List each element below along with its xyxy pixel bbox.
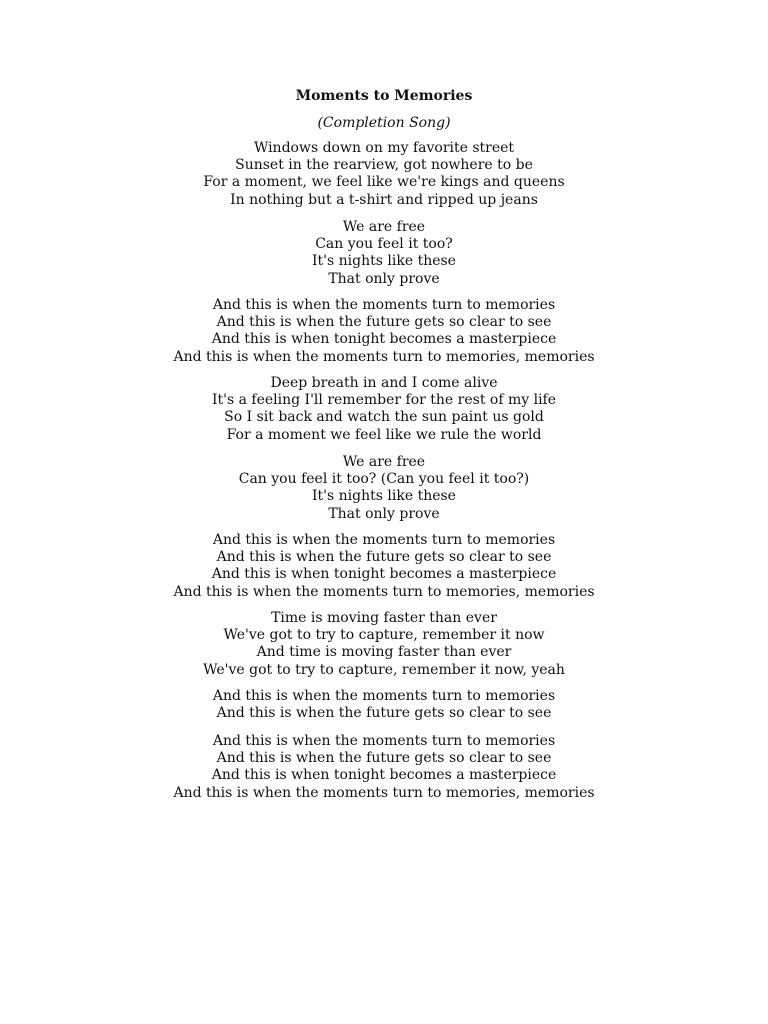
lyric-line: So I sit back and watch the sun paint us gold bbox=[224, 409, 544, 426]
stanza-half-chorus bbox=[0, 688, 768, 722]
lyric-line: And this is when tonight becomes a masterpiece bbox=[211, 767, 557, 784]
song-title: Moments to Memories bbox=[295, 88, 473, 104]
lyric-line: And this is when the moments turn to memories bbox=[212, 688, 556, 704]
lyric-line: And this is when the future gets so clear to see bbox=[216, 549, 552, 566]
lyric-line: Time is moving faster than ever bbox=[271, 610, 497, 626]
lyric-line: We've got to try to capture, remember it now, yeah bbox=[203, 661, 565, 678]
lyric-line: For a moment we feel like we rule the world bbox=[226, 426, 542, 443]
song-subtitle: (Completion Song) bbox=[317, 115, 451, 131]
lyric-line: It's nights like these bbox=[312, 253, 456, 270]
lyric-line: And time is moving faster than ever bbox=[256, 644, 512, 661]
stanza-chorus-2 bbox=[0, 532, 768, 601]
lyric-line: And this is when the moments turn to memories, memories bbox=[173, 784, 595, 801]
lyric-line: Sunset in the rearview, got nowhere to be bbox=[235, 157, 533, 174]
lyric-line: And this is when the moments turn to memories bbox=[212, 733, 556, 749]
lyric-line: Deep breath in and I come alive bbox=[270, 375, 498, 391]
lyric-line: That only prove bbox=[328, 270, 440, 287]
lyric-line: We are free bbox=[342, 454, 426, 470]
lyric-line: We've got to try to capture, remember it now bbox=[223, 627, 545, 644]
lyric-line: And this is when the moments turn to memories, memories bbox=[173, 348, 595, 365]
stanza-verse-1 bbox=[0, 140, 768, 209]
lyric-line: That only prove bbox=[328, 505, 440, 522]
lyric-line: Can you feel it too? bbox=[315, 236, 453, 253]
lyric-line: And this is when the future gets so clear to see bbox=[216, 314, 552, 331]
stanza-bridge bbox=[0, 610, 768, 679]
lyric-line: Windows down on my favorite street bbox=[253, 140, 515, 156]
lyric-line: And this is when tonight becomes a masterpiece bbox=[211, 331, 557, 348]
stanza-prechorus-2 bbox=[0, 454, 768, 523]
lyric-line: And this is when the moments turn to memories bbox=[212, 532, 556, 548]
lyric-line: For a moment, we feel like we're kings and queens bbox=[203, 174, 565, 191]
lyric-line: And this is when the future gets so clear to see bbox=[216, 705, 552, 722]
lyric-line: It's a feeling I'll remember for the rest of my life bbox=[211, 392, 557, 409]
lyric-line: In nothing but a t-shirt and ripped up jeans bbox=[230, 191, 538, 208]
stanza-verse-2 bbox=[0, 375, 768, 444]
stanza-final-chorus bbox=[0, 733, 768, 802]
lyric-line: And this is when the future gets so clear to see bbox=[216, 750, 552, 767]
stanza-prechorus-1 bbox=[0, 219, 768, 288]
lyric-line: And this is when tonight becomes a masterpiece bbox=[211, 566, 557, 583]
stanza-chorus-1 bbox=[0, 297, 768, 366]
lyric-line: And this is when the moments turn to memories, memories bbox=[173, 583, 595, 600]
lyric-line: We are free bbox=[342, 219, 426, 235]
lyric-line: Can you feel it too? (Can you feel it too?) bbox=[238, 471, 530, 488]
lyric-line: It's nights like these bbox=[312, 488, 456, 505]
lyric-line: And this is when the moments turn to memories bbox=[212, 297, 556, 313]
